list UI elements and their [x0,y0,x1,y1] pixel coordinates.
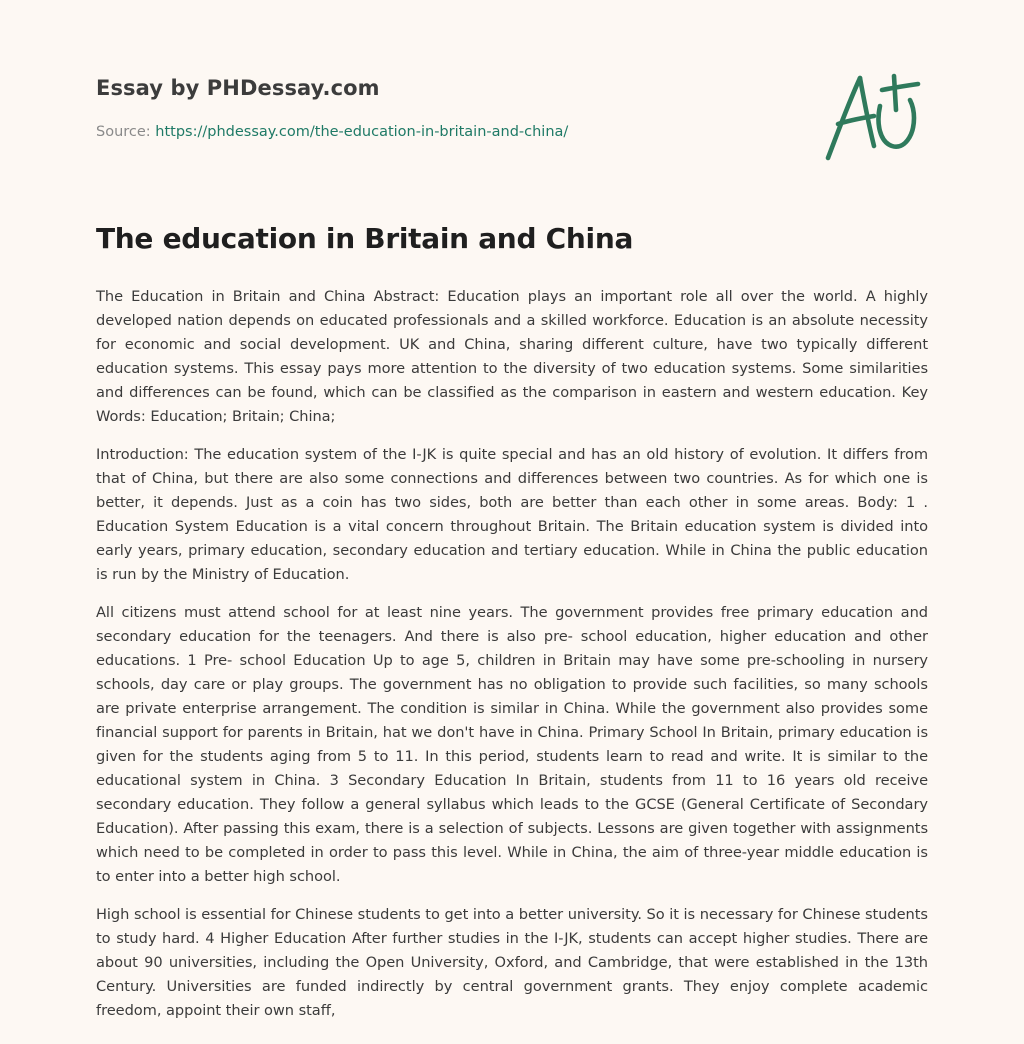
paragraph-abstract: The Education in Britain and China Abstract: Education plays an important role all over the world. A highly developed nation depends on educated professionals and a skilled workforce. Education is an absolute necessity for economic and social development. UK and China, sharing different culture, have two typically different education systems. This essay pays more attention to the diversity of two education systems. Some similarities and differences can be found, which can be classified as the comparison in eastern and western education. Key Words: Education; Britain; China; [96,288,928,425]
paragraph-higher-education: High school is essential for Chinese students to get into a better university. So it is necessary for Chinese students to study hard. 4 Higher Education After further studies in the I-JK, students can accept higher studies. There are about 90 universities, including the Open University, Oxford, and Cambridge, that were established in the 13th Century. Universities are funded indirectly by central government grants. They enjoy complete academic freedom, appoint their own staff, [96,906,928,1019]
a-plus-logo [824,66,928,166]
essay-body [96,285,928,1037]
page-header [96,0,928,180]
source-label: Source: [96,124,151,140]
brand-name: Essay by PHDessay.com [96,76,380,100]
source-line [96,124,568,140]
source-link[interactable]: https://phdessay.com/the-education-in-britain-and-china/ [155,124,569,140]
paragraph-introduction: Introduction: The education system of the I-JK is quite special and has an old history of evolution. It differs from that of China, but there are also some connections and differences between two countries. As for which one is better, it depends. Just as a coin has two sides, both are better than each other in some areas. Body: 1 . Education System Education is a vital concern throughout Britain. The Britain education system is divided into early years, primary education, secondary education and tertiary education. While in China the public education is run by the Ministry of Education. [96,446,928,583]
essay-title: The education in Britain and China [96,222,634,255]
paragraph-education-levels: All citizens must attend school for at least nine years. The government provides free primary education and secondary education for the teenagers. And there is also pre- school education, higher education and other educations. 1 Pre- school Education Up to age 5, children in Britain may have some pre-schooling in nursery schools, day care or play groups. The government has no obligation to provide such facilities, so many schools are private enterprise arrangement. The condition is similar in China. While the government also provides some financial support for parents in Britain, hat we don't have in China. Primary School In Britain, primary education is given for the students aging from 5 to 11. In this period, students learn to read and write. It is similar to the educational system in China. 3 Secondary Education In Britain, students from 11 to 16 years old receive secondary education. They follow a general syllabus which leads to the GCSE (General Certificate of Secondary Education). After passing this exam, there is a selection of subjects. Lessons are given together with assignments which need to be completed in order to pass this level. While in China, the aim of three-year middle education is to enter into a better high school. [96,604,928,885]
